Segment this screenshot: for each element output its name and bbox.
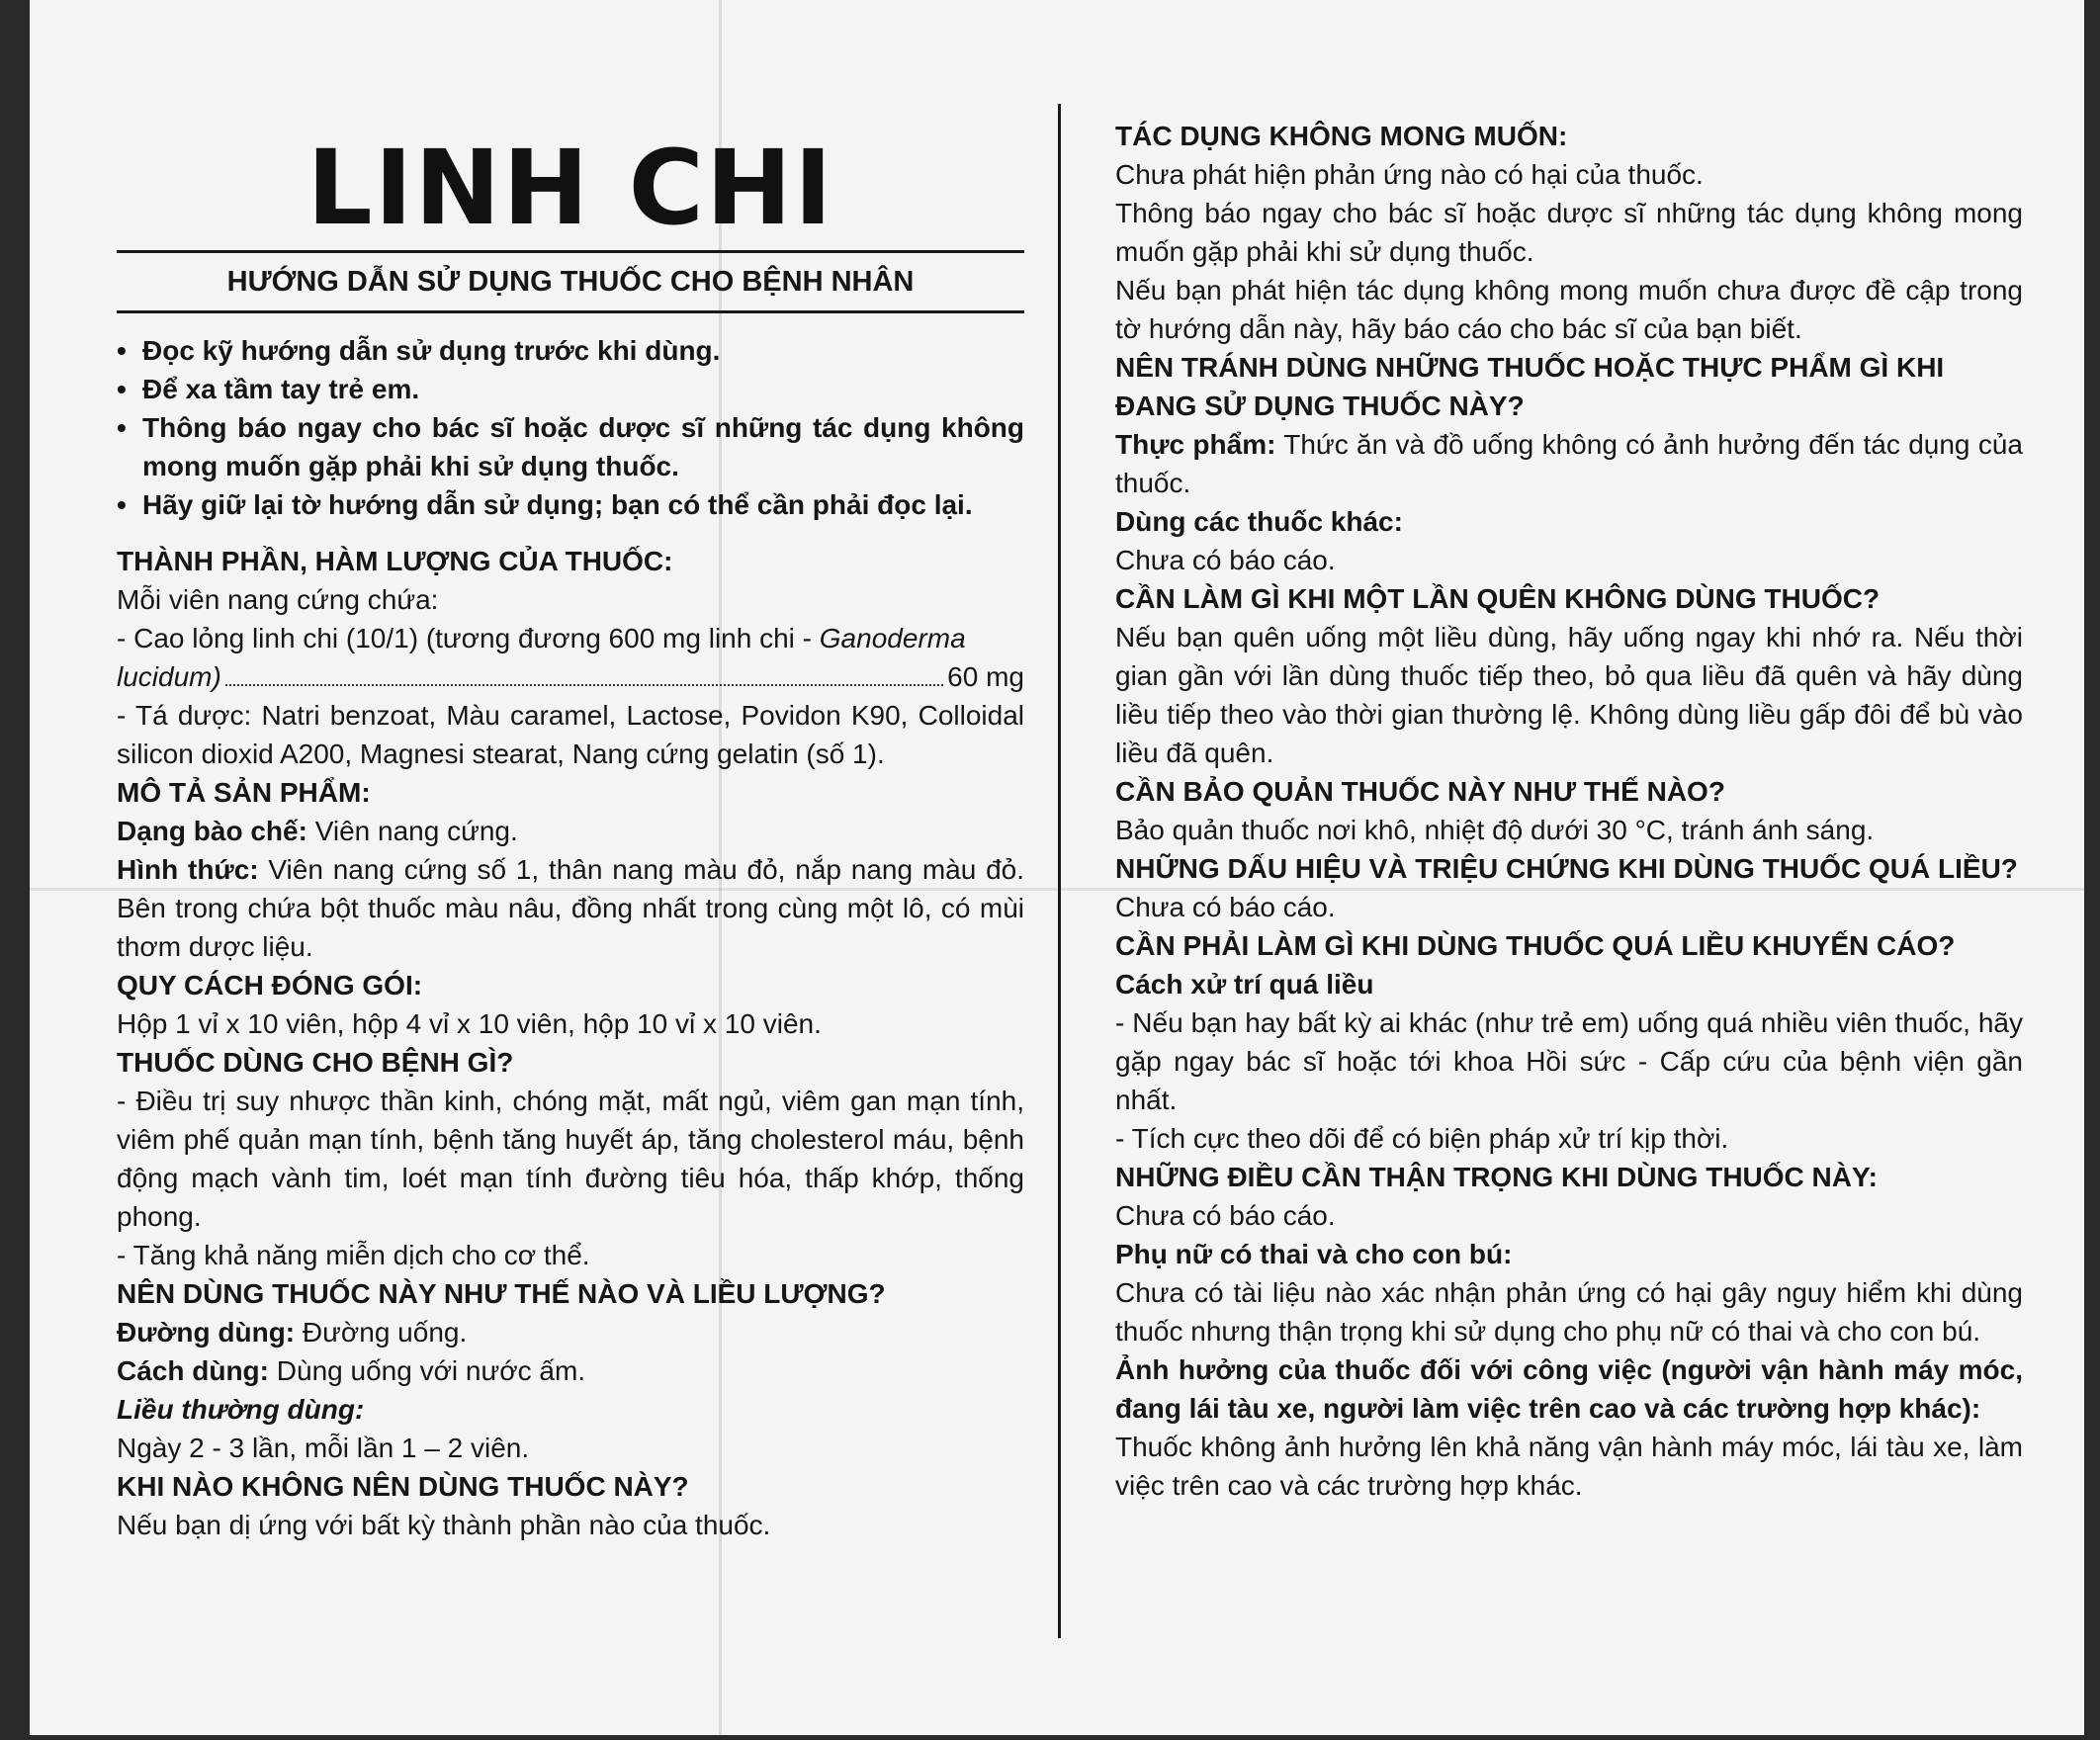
avoid-food: Thực phẩm: Thức ăn và đồ uống không có ảnh hưởng đến tác dụng của thuốc. xyxy=(1115,429,2023,498)
precautions-text: Chưa có báo cáo. xyxy=(1115,1200,1336,1231)
description-heading: MÔ TẢ SẢN PHẨM: xyxy=(117,777,371,808)
packaging-heading: QUY CÁCH ĐÓNG GÓI: xyxy=(117,970,423,1000)
contraindications-heading: KHI NÀO KHÔNG NÊN DÙNG THUỐC NÀY? xyxy=(117,1471,689,1502)
side-effects-line-1: Chưa phát hiện phản ứng nào có hại của thuốc. xyxy=(1115,159,1704,190)
composition-intro: Mỗi viên nang cứng chứa: xyxy=(117,584,439,615)
bullet-keep-leaflet: • Hãy giữ lại tờ hướng dẫn sử dụng; bạn có thể cần phải đọc lại. xyxy=(117,485,1024,524)
composition-amount: 60 mg xyxy=(947,661,1024,692)
dosage-heading: NÊN DÙNG THUỐC NÀY NHƯ THẾ NÀO VÀ LIỀU LƯỢNG? xyxy=(117,1278,886,1309)
leaflet-subtitle: HƯỚNG DẪN SỬ DỤNG THUỐC CHO BỆNH NHÂN xyxy=(117,250,1024,313)
work-effect-text: Thuốc không ảnh hưởng lên khả năng vận hành máy móc, lái tàu xe, làm việc trên cao và các trường hợp khác. xyxy=(1115,1432,2023,1501)
overdose-action-line-2: - Tích cực theo dõi để có biện pháp xử trí kịp thời. xyxy=(1115,1123,1729,1154)
missed-dose-heading: CẦN LÀM GÌ KHI MỘT LẦN QUÊN KHÔNG DÙNG THUỐC? xyxy=(1115,583,1881,614)
column-divider xyxy=(1058,104,1061,1638)
composition-amount-row: lucidum) 60 mg xyxy=(117,657,1024,696)
dosage-usual-value: Ngày 2 - 3 lần, mỗi lần 1 – 2 viên. xyxy=(117,1433,530,1463)
composition-excipients: - Tá dược: Natri benzoat, Màu caramel, Lactose, Povidon K90, Colloidal silicon dioxid A200, Magnesi stearat, Nang cứng gelatin (số 1). xyxy=(117,700,1024,769)
description-appearance: Hình thức: Viên nang cứng số 1, thân nang màu đỏ, nắp nang màu đỏ. Bên trong chứa bột thuốc màu nâu, đồng nhất trong cùng một lô, có mùi thơm dược liệu. xyxy=(117,854,1024,962)
overdose-signs-text: Chưa có báo cáo. xyxy=(1115,892,1336,922)
description-form: Dạng bào chế: Viên nang cứng. xyxy=(117,816,518,846)
avoid-other-label: Dùng các thuốc khác: xyxy=(1115,506,1403,537)
composition-active: - Cao lỏng linh chi (10/1) (tương đương 600 mg linh chi - Ganoderma xyxy=(117,623,966,653)
pregnancy-text: Chưa có tài liệu nào xác nhận phản ứng có hại gây nguy hiểm khi dùng thuốc nhưng thận trọng khi sử dụng cho phụ nữ có thai và cho con bú. xyxy=(1115,1277,2023,1347)
overdose-action-sub: Cách xử trí quá liều xyxy=(1115,969,1374,1000)
product-title: LINH CHI xyxy=(306,128,834,248)
composition-heading: THÀNH PHẦN, HÀM LƯỢNG CỦA THUỐC: xyxy=(117,546,673,576)
precautions-heading: NHỮNG ĐIỀU CẦN THẬN TRỌNG KHI DÙNG THUỐC NÀY: xyxy=(1115,1162,1878,1192)
indications-line-2: - Tăng khả năng miễn dịch cho cơ thể. xyxy=(117,1240,590,1270)
bullet-read-instructions: • Đọc kỹ hướng dẫn sử dụng trước khi dùng. xyxy=(117,331,1024,370)
bullet-keep-away-children: • Để xa tầm tay trẻ em. xyxy=(117,370,1024,408)
storage-text: Bảo quản thuốc nơi khô, nhiệt độ dưới 30 °C, tránh ánh sáng. xyxy=(1115,815,1875,845)
side-effects-line-3: Nếu bạn phát hiện tác dụng không mong muốn chưa được đề cập trong tờ hướng dẫn này, hãy báo cáo cho bác sĩ của bạn biết. xyxy=(1115,275,2023,344)
side-effects-line-2: Thông báo ngay cho bác sĩ hoặc dược sĩ những tác dụng không mong muốn gặp phải khi sử dụng thuốc. xyxy=(1115,198,2023,267)
dosage-route: Đường dùng: Đường uống. xyxy=(117,1317,468,1348)
pregnancy-label: Phụ nữ có thai và cho con bú: xyxy=(1115,1239,1513,1269)
storage-heading: CẦN BẢO QUẢN THUỐC NÀY NHƯ THẾ NÀO? xyxy=(1115,776,1725,807)
overdose-signs-heading: NHỮNG DẤU HIỆU VÀ TRIỆU CHỨNG KHI DÙNG THUỐC QUÁ LIỀU? xyxy=(1115,853,2018,884)
right-column xyxy=(1115,117,2023,1505)
contraindications-text: Nếu bạn dị ứng với bất kỳ thành phần nào của thuốc. xyxy=(117,1510,771,1540)
warning-bullets xyxy=(117,331,1024,524)
indications-heading: THUỐC DÙNG CHO BỆNH GÌ? xyxy=(117,1047,514,1078)
left-column xyxy=(117,128,1024,1544)
packaging-text: Hộp 1 vỉ x 10 viên, hộp 4 vỉ x 10 viên, hộp 10 vỉ x 10 viên. xyxy=(117,1008,822,1039)
missed-dose-text: Nếu bạn quên uống một liều dùng, hãy uống ngay khi nhớ ra. Nếu thời gian gần với lần dùng thuốc tiếp theo, bỏ qua liều đã quên và hãy dùng liều tiếp theo vào thời gian thường lệ. Không dùng liều gấp đôi để bù vào liều đã quên. xyxy=(1115,622,2023,768)
avoid-other-value: Chưa có báo cáo. xyxy=(1115,545,1336,575)
dot-leader xyxy=(225,684,943,686)
leaflet-sheet xyxy=(30,0,2084,1735)
side-effects-heading: TÁC DỤNG KHÔNG MONG MUỐN: xyxy=(1115,121,1568,151)
avoid-heading: NÊN TRÁNH DÙNG NHỮNG THUỐC HOẶC THỰC PHẨM GÌ KHI ĐANG SỬ DỤNG THUỐC NÀY? xyxy=(1115,352,1945,421)
dosage-usual-label: Liều thường dùng: xyxy=(117,1394,365,1425)
indications-line-1: - Điều trị suy nhược thần kinh, chóng mặt, mất ngủ, viêm gan mạn tính, viêm phế quản mạn tính, bệnh tăng huyết áp, tăng cholesterol máu, bệnh động mạch vành tim, loét mạn tính đường tiêu hóa, thấp khớp, thống phong. xyxy=(117,1086,1024,1232)
overdose-action-line-1: - Nếu bạn hay bất kỳ ai khác (như trẻ em) uống quá nhiều viên thuốc, hãy gặp ngay bác sĩ hoặc tới khoa Hồi sức - Cấp cứu của bệnh viện gần nhất. xyxy=(1115,1007,2023,1115)
dosage-method: Cách dùng: Dùng uống với nước ấm. xyxy=(117,1355,586,1386)
bullet-report-side-effects: • Thông báo ngay cho bác sĩ hoặc dược sĩ những tác dụng không mong muốn gặp phải khi sử dụng thuốc. xyxy=(117,408,1024,485)
work-effect-label: Ảnh hưởng của thuốc đối với công việc (người vận hành máy móc, đang lái tàu xe, người làm việc trên cao và các trường hợp khác): xyxy=(1115,1354,2023,1424)
overdose-action-heading: CẦN PHẢI LÀM GÌ KHI DÙNG THUỐC QUÁ LIỀU KHUYẾN CÁO? xyxy=(1115,930,1956,961)
